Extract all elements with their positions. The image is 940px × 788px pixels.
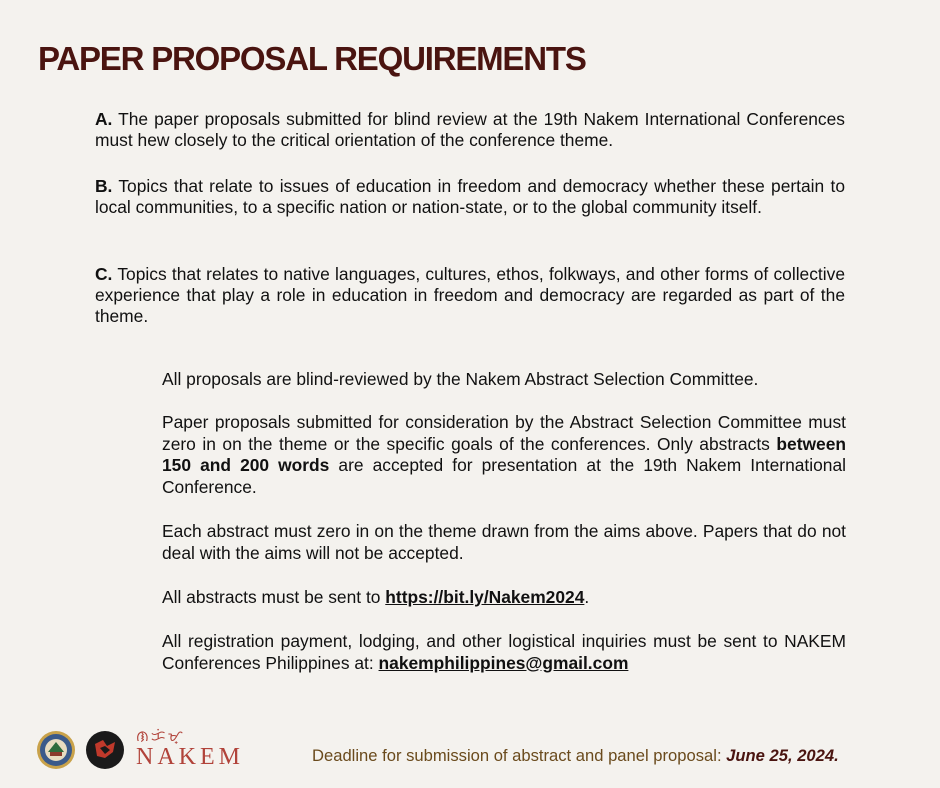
proposal-length-note xyxy=(162,412,846,498)
nakem-name: NAKEM xyxy=(136,744,244,770)
proposal-text-post: are accepted for presentation at the 19th Nakem International Conference. xyxy=(162,455,846,497)
abstract-theme-note: Each abstract must zero in on the theme drawn from the aims above. Papers that do not deal with the aims will not be accepted. xyxy=(162,521,846,563)
requirement-c xyxy=(95,264,845,327)
submission-link[interactable]: https://bit.ly/Nakem2024 xyxy=(385,587,585,607)
proposal-text-pre: Paper proposals submitted for consideration by the Abstract Selection Committee must zero in on the theme or the specific goals of the conferences. Only abstracts xyxy=(162,412,846,454)
submission-text: All abstracts must be sent to xyxy=(162,587,386,607)
registration-text: All registration payment, lodging, and other logistical inquiries must be sent to NAKEM Conferences Philippines at: xyxy=(162,631,846,673)
requirement-letter: C. xyxy=(95,264,113,284)
deadline-note xyxy=(312,746,839,766)
requirement-letter: B. xyxy=(95,176,113,196)
nakem-baybayin-script: ᜈᜃᜒᜋ᜔ xyxy=(136,727,185,745)
deadline-label: Deadline for submission of abstract and panel proposal: xyxy=(312,746,727,765)
requirement-a xyxy=(95,109,845,151)
submission-note xyxy=(162,587,846,609)
submission-period: . xyxy=(584,587,590,607)
page-title: PAPER PROPOSAL REQUIREMENTS xyxy=(38,40,586,77)
requirement-letter: A. xyxy=(95,109,113,129)
requirement-b xyxy=(95,176,845,218)
requirement-text: Topics that relates to native languages, cultures, ethos, folkways, and other forms of collective experience that play a role in education in freedom and democracy are regarded as part of the theme. xyxy=(95,264,845,326)
contact-email-link[interactable]: nakemphilippines@gmail.com xyxy=(378,652,629,673)
university-seal-logo xyxy=(36,730,76,770)
nakem-wordmark-logo xyxy=(136,726,246,770)
registration-note xyxy=(162,631,846,674)
deadline-date: June 25, 2024. xyxy=(726,746,839,765)
word-count-range: between 150 and 200 words xyxy=(162,433,846,475)
requirement-text: The paper proposals submitted for blind review at the 19th Nakem International Conferences must hew closely to the critical orientation of the conference theme. xyxy=(95,109,845,150)
requirement-text: Topics that relate to issues of education in freedom and democracy whether these pertain to local communities, to a specific nation or nation-state, or to the global community itself. xyxy=(95,176,845,217)
nakem-emblem-logo xyxy=(85,730,125,770)
blind-review-note: All proposals are blind-reviewed by the Nakem Abstract Selection Committee. xyxy=(162,369,759,389)
